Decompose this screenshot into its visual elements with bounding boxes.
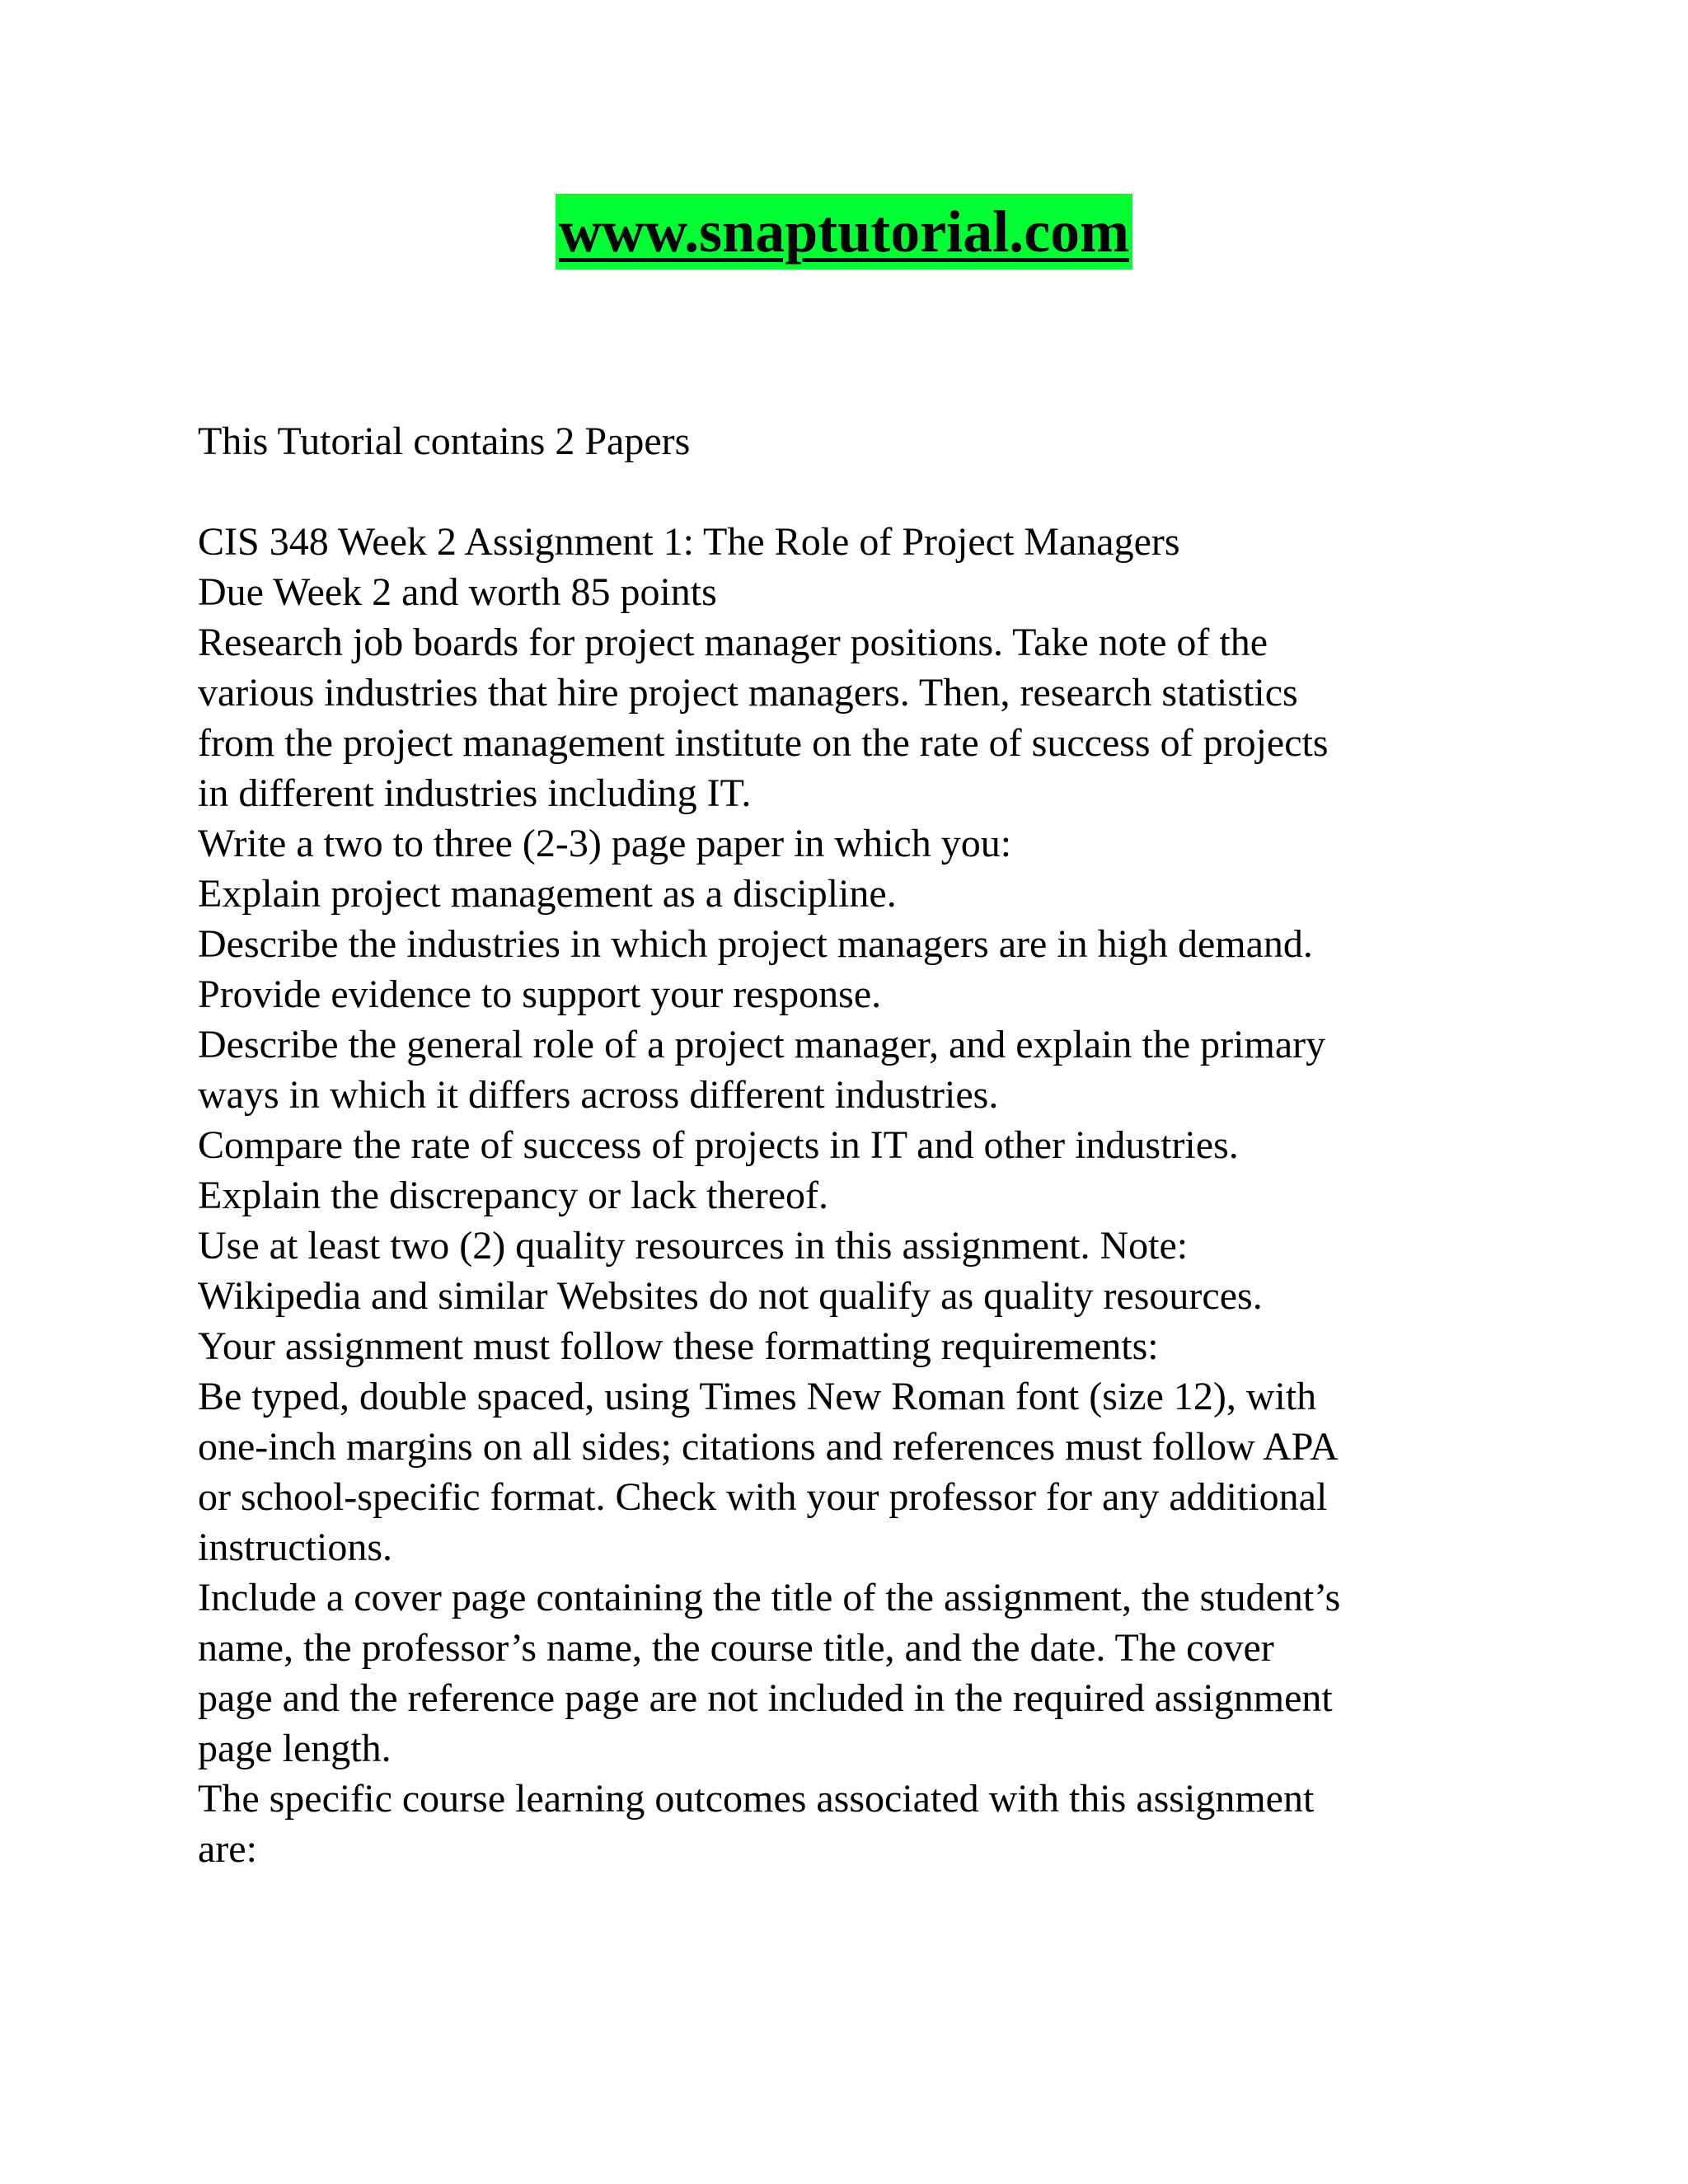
body-line: Provide evidence to support your response. (198, 972, 882, 1016)
body-line: in different industries including IT. (198, 771, 752, 815)
body-line: name, the professor’s name, the course title, and the date. The cover (198, 1626, 1274, 1670)
body-line: Research job boards for project manager positions. Take note of the (198, 621, 1268, 664)
body-line: Use at least two (2) quality resources in this assignment. Note: (198, 1224, 1189, 1268)
body-line: Describe the industries in which project managers are in high demand. (198, 922, 1313, 966)
body-line: one-inch margins on all sides; citations and references must follow APA (198, 1425, 1339, 1469)
paragraph-gap (198, 466, 1533, 517)
body-line: The specific course learning outcomes associated with this assignment (198, 1777, 1315, 1821)
due-line: Due Week 2 and worth 85 points (198, 570, 717, 614)
body-line: Explain project management as a discipline. (198, 872, 897, 916)
site-url-link[interactable]: www.snaptutorial.com (556, 194, 1132, 269)
body-line: from the project management institute on the rate of success of projects (198, 721, 1329, 765)
body-line: Explain the discrepancy or lack thereof. (198, 1174, 828, 1217)
intro-line: This Tutorial contains 2 Papers (198, 419, 691, 463)
body-line: Describe the general role of a project manager, and explain the primary (198, 1023, 1326, 1066)
body-line: ways in which it differs across different industries. (198, 1073, 999, 1117)
document-body (198, 416, 1533, 1874)
site-header (0, 194, 1688, 269)
body-line: or school-specific format. Check with your professor for any additional (198, 1475, 1328, 1519)
body-line: Be typed, double spaced, using Times New Roman font (size 12), with (198, 1375, 1317, 1418)
body-line: Include a cover page containing the title of the assignment, the student’s (198, 1576, 1341, 1619)
body-line: are: (198, 1827, 257, 1871)
assignment-title: CIS 348 Week 2 Assignment 1: The Role of Project Managers (198, 520, 1180, 564)
body-line: page and the reference page are not included in the required assignment (198, 1676, 1333, 1720)
body-line: Your assignment must follow these formatting requirements: (198, 1324, 1159, 1368)
body-line: Write a two to three (2-3) page paper in which you: (198, 822, 1012, 865)
body-line: various industries that hire project managers. Then, research statistics (198, 671, 1298, 715)
body-line: Wikipedia and similar Websites do not qualify as quality resources. (198, 1274, 1263, 1318)
body-line: Compare the rate of success of projects in IT and other industries. (198, 1123, 1239, 1167)
body-line: page length. (198, 1727, 392, 1770)
body-line: instructions. (198, 1526, 392, 1569)
